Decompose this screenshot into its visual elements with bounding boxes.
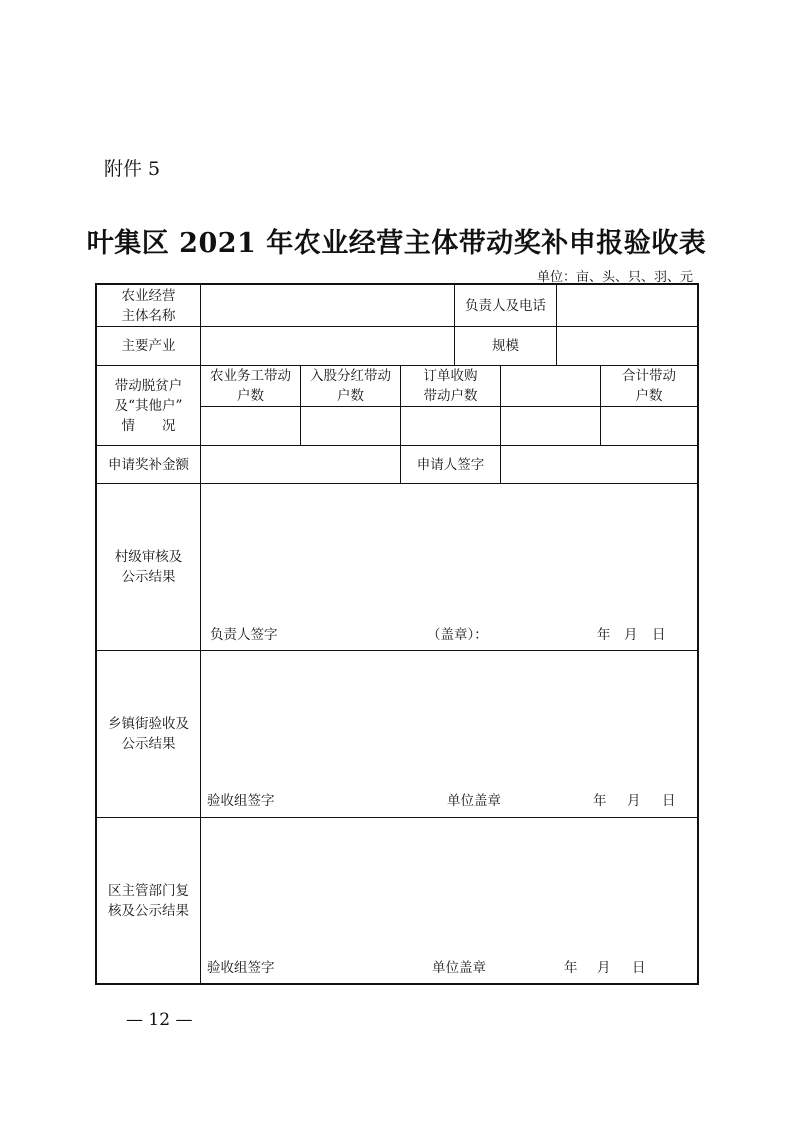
town-acceptance-area[interactable] <box>201 651 697 781</box>
district-review-area[interactable] <box>201 818 697 948</box>
town-acceptance-label: 乡镇街验收及 公示结果 <box>108 716 189 752</box>
town-stamp-label: 单位盖章 <box>447 793 501 809</box>
application-form-table <box>95 283 699 985</box>
share-households-header: 入股分红带动 户数 <box>310 368 391 404</box>
person-phone-label: 负责人及电话 <box>465 297 546 314</box>
labor-households-field[interactable] <box>201 407 300 445</box>
village-review-area[interactable] <box>201 484 697 614</box>
district-review-label: 区主管部门复 核及公示结果 <box>108 882 189 919</box>
village-month-label: 月 <box>624 627 638 643</box>
subsidy-amount-label: 申请奖补金额 <box>108 456 189 473</box>
total-households-header: 合计带动 户数 <box>622 368 676 404</box>
district-day-label: 日 <box>632 960 646 976</box>
village-day-label: 日 <box>652 627 666 643</box>
town-month-label: 月 <box>627 793 641 809</box>
attachment-label: 附件 5 <box>104 158 161 180</box>
subsidy-amount-field[interactable] <box>201 446 400 483</box>
village-stamp-label: （盖章）： <box>427 627 488 643</box>
town-signature-label: 验收组签字 <box>207 793 275 809</box>
person-phone-field[interactable] <box>557 285 697 326</box>
order-households-field[interactable] <box>401 407 500 445</box>
scale-label: 规模 <box>492 338 519 354</box>
labor-households-header: 农业务工带动 户数 <box>210 368 291 404</box>
total-households-field[interactable] <box>601 407 697 445</box>
poverty-households-label: 带动脱贫户 及“其他户” 情 况 <box>114 377 183 434</box>
main-industry-label: 主要产业 <box>121 338 176 354</box>
blank-header <box>501 366 600 406</box>
town-day-label: 日 <box>662 793 676 809</box>
share-households-field[interactable] <box>301 407 400 445</box>
page-title: 叶集区 2021 年农业经营主体带动奖补申报验收表 <box>86 228 707 259</box>
applicant-signature-field[interactable] <box>501 446 697 483</box>
village-review-label: 村级审核及 公示结果 <box>114 549 183 585</box>
village-year-label: 年 <box>597 627 611 643</box>
page-number: — 12 — <box>126 1010 193 1030</box>
entity-name-field[interactable] <box>201 285 454 326</box>
entity-name-label: 农业经营 主体名称 <box>121 287 176 324</box>
applicant-signature-label: 申请人签字 <box>416 456 485 473</box>
district-stamp-label: 单位盖章 <box>432 960 486 976</box>
village-signature-label: 负责人签字 <box>210 627 278 643</box>
district-signature-label: 验收组签字 <box>207 960 275 976</box>
main-industry-field[interactable] <box>201 327 454 365</box>
scale-field[interactable] <box>557 327 697 365</box>
district-year-label: 年 <box>564 960 578 976</box>
unit-note: 单位：亩、头、只、羽、元 <box>536 270 693 285</box>
blank-field[interactable] <box>501 407 600 445</box>
town-year-label: 年 <box>593 793 607 809</box>
order-households-header: 订单收购 带动户数 <box>423 368 478 404</box>
district-month-label: 月 <box>597 960 611 976</box>
